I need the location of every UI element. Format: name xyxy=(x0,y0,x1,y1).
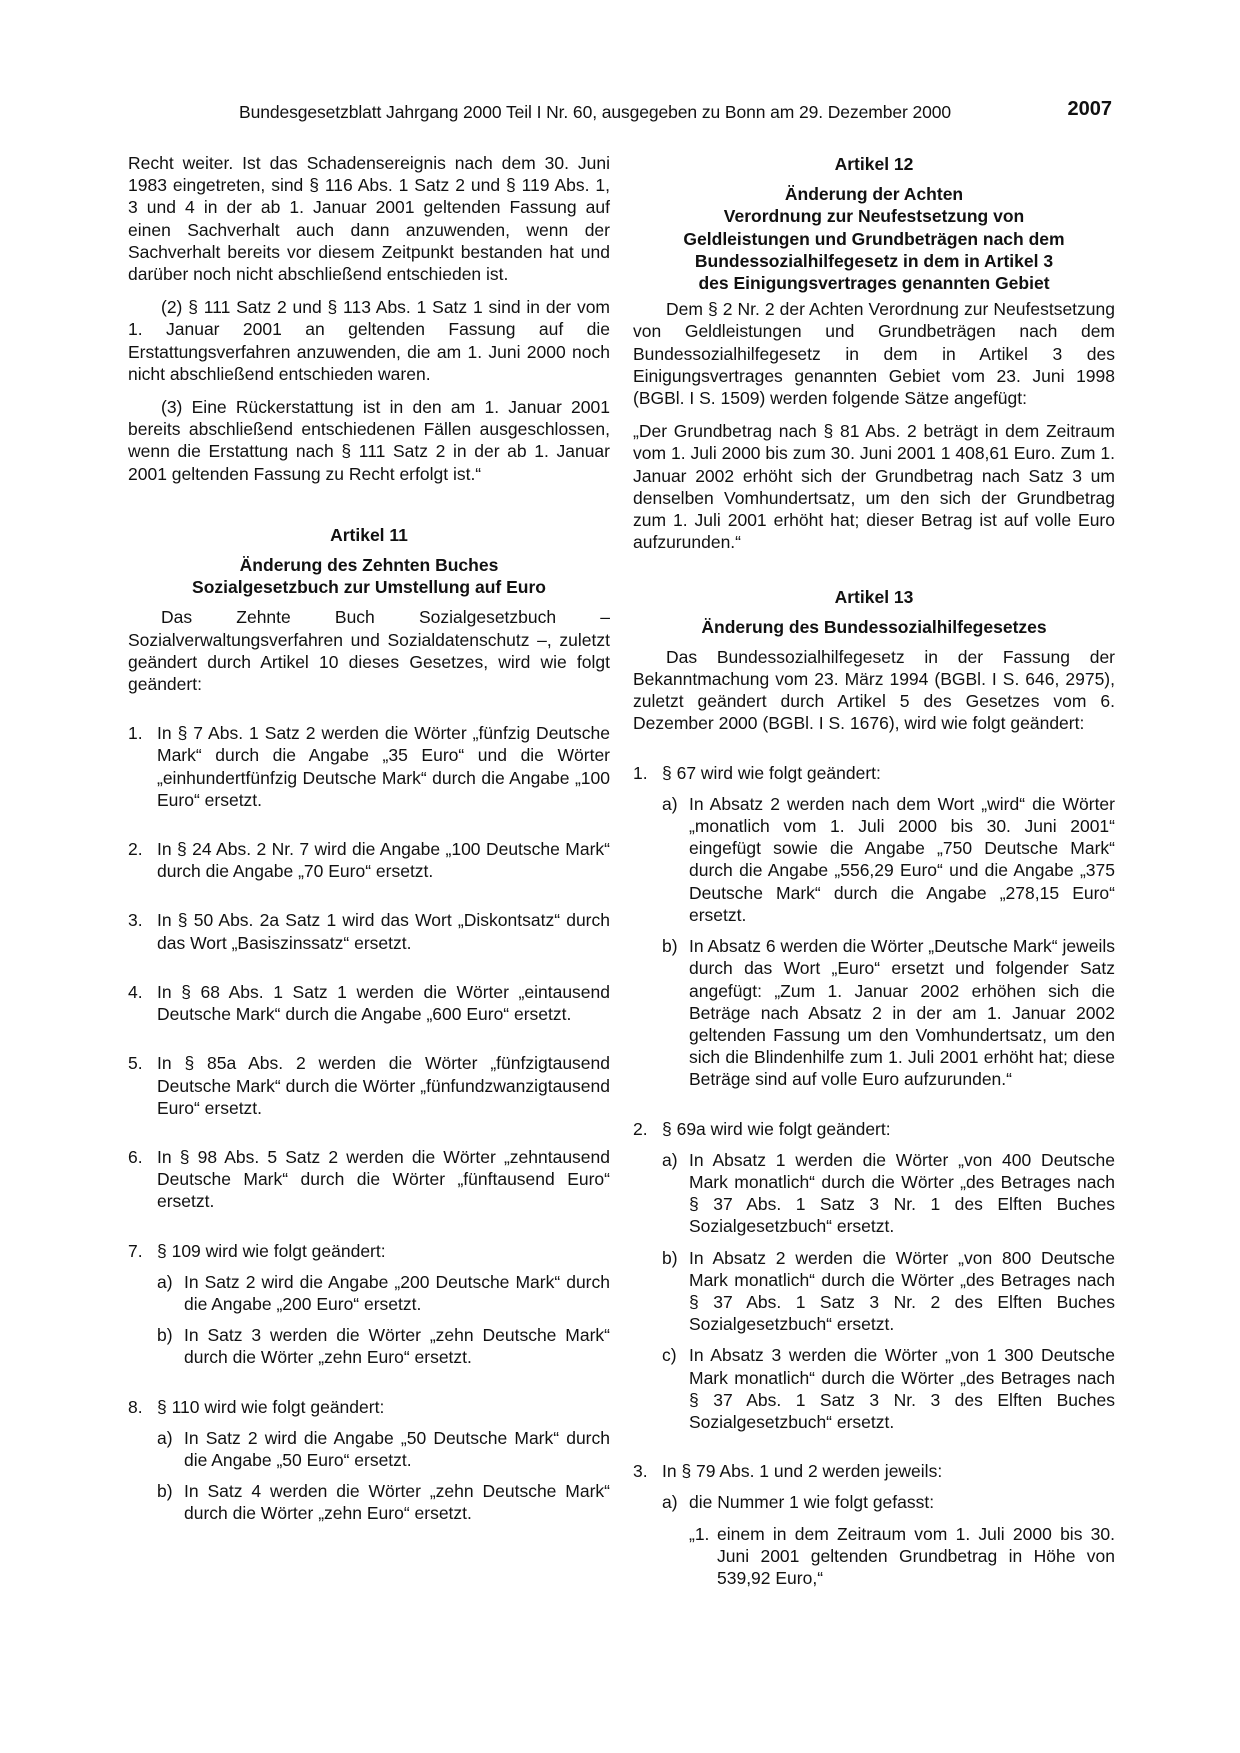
list-text: In § 98 Abs. 5 Satz 2 werden die Wörter „zehntausend Deutsche Mark“ durch die Wörter „fünftausend Euro“ ersetzt. xyxy=(157,1146,610,1212)
sub-item-7b xyxy=(128,1324,610,1368)
left-column xyxy=(128,152,610,1525)
sub-item-1b xyxy=(633,935,1115,1090)
list-item-7 xyxy=(128,1240,610,1262)
article-12-title-line5: des Einigungsvertrages genannten Gebiet xyxy=(698,273,1050,294)
sub-text: In Absatz 1 werden die Wörter „von 400 Deutsche Mark monatlich“ durch die Wörter „des Betrages nach § 37 Abs. 1 Satz 3 Nr. 1 des Elften Buches Sozialgesetzbuch“ ersetzt. xyxy=(689,1149,1115,1237)
list-text: § 67 wird wie folgt geändert: xyxy=(662,762,881,783)
sub-text: In Absatz 2 werden nach dem Wort „wird“ die Wörter „monatlich vom 1. Juli 2000 bis 30. Juni 2001“ eingefügt sowie die Angabe „750 Deutsche Mark“ durch die Angabe „556,29 Euro“ und die Angabe „375 Deutsche Mark“ durch die Angabe „278,15 Euro“ ersetzt. xyxy=(689,793,1115,925)
list-number: 2. xyxy=(128,839,143,860)
sub-letter: a) xyxy=(662,1492,678,1513)
list-number: 4. xyxy=(128,981,143,1002)
sub-text: In Satz 2 wird die Angabe „200 Deutsche Mark“ durch die Angabe „200 Euro“ ersetzt. xyxy=(184,1271,610,1314)
running-title: Bundesgesetzblatt Jahrgang 2000 Teil I Nr. 60, ausgegeben zu Bonn am 29. Dezember 2000 xyxy=(239,102,951,122)
article-13-heading: Artikel 13 xyxy=(834,587,914,608)
list-item-4 xyxy=(128,981,610,1025)
article-12-heading: Artikel 12 xyxy=(834,154,914,174)
list-text: In § 50 Abs. 2a Satz 1 wird das Wort „Diskontsatz“ durch das Wort „Basiszinssatz“ ersetzt. xyxy=(157,910,610,953)
sub-text: In Satz 2 wird die Angabe „50 Deutsche Mark“ durch die Angabe „50 Euro“ ersetzt. xyxy=(184,1427,610,1470)
list-number: 1. xyxy=(633,762,648,783)
sub-item-3a xyxy=(633,1491,1115,1513)
article-12-title-line2: Verordnung zur Neufestsetzung von xyxy=(723,206,1025,227)
article-13-intro: Das Bundessozialhilfegesetz in der Fassung der Bekanntmachung vom 23. März 1994 (BGBl. I S. 646, 2975), zuletzt geändert durch Artikel 5 des Gesetzes vom 6. Dezember 2000 (BGBl. I S. 1676), wird wie folgt geändert: xyxy=(633,646,1115,734)
article-12-title-line3: Geldleistungen und Grundbeträgen nach dem xyxy=(683,228,1065,249)
article-12 xyxy=(633,153,1115,553)
list-item-2 xyxy=(128,838,610,882)
sub-text: die Nummer 1 wie folgt gefasst: xyxy=(689,1492,935,1513)
sub-letter: c) xyxy=(662,1345,677,1366)
sub-letter: a) xyxy=(157,1271,173,1292)
quoted-number-1 xyxy=(633,1523,1115,1590)
sub-text: In Absatz 2 werden die Wörter „von 800 Deutsche Mark monatlich“ durch die Wörter „des Betrages nach § 37 Abs. 1 Satz 3 Nr. 2 des Elften Buches Sozialgesetzbuch“ ersetzt. xyxy=(689,1247,1115,1335)
article-11-heading: Artikel 11 xyxy=(330,524,408,545)
sub-item-7a xyxy=(128,1271,610,1315)
quote-number: „1. xyxy=(689,1523,710,1544)
sub-text: In Absatz 6 werden die Wörter „Deutsche Mark“ jeweils durch das Wort „Euro“ ersetzt und folgender Satz angefügt: „Zum 1. Januar 2002 erhöhen sich die Beträge nach Absatz 2 in der am 1. Januar 2002 geltenden Fassung um den Vomhundertsatz, um den sich die Blindenhilfe zum 1. Juli 2001 erhöht hat; diese Beträge sind auf volle Euro aufzurunden.“ xyxy=(689,936,1115,1090)
list-number: 2. xyxy=(633,1118,648,1139)
sub-letter: a) xyxy=(662,793,678,814)
list-item-8 xyxy=(128,1396,610,1418)
right-column xyxy=(633,153,1115,1589)
quote-text: einem in dem Zeitraum vom 1. Juli 2000 bis 30. Juni 2001 geltenden Grundbetrag in Höhe von 539,92 Euro,“ xyxy=(717,1523,1115,1588)
article-13-title: Änderung des Bundessozialhilfegesetzes xyxy=(701,616,1047,637)
list-text: § 110 wird wie folgt geändert: xyxy=(157,1396,385,1417)
page-header xyxy=(239,98,1112,128)
list-text: In § 85a Abs. 2 werden die Wörter „fünfzigtausend Deutsche Mark“ durch die Wörter „fünfundzwanzigtausend Euro“ ersetzt. xyxy=(157,1053,610,1118)
list-text: In § 68 Abs. 1 Satz 1 werden die Wörter „eintausend Deutsche Mark“ durch die Angabe „600 Euro“ ersetzt. xyxy=(157,981,610,1025)
sub-item-2a xyxy=(633,1149,1115,1238)
sub-letter: b) xyxy=(662,936,678,957)
sub-item-2c xyxy=(633,1344,1115,1433)
page-number: 2007 xyxy=(1067,98,1112,120)
article-12-quote: „Der Grundbetrag nach § 81 Abs. 2 beträgt in dem Zeitraum vom 1. Juli 2000 bis zum 30. Juni 2001 1 408,61 Euro. Zum 1. Januar 2002 erhöht sich der Grundbetrag nach Satz 3 um denselben Vomhundertsatz, um den sich der Grundbetrag zum 1. Juli 2001 erhöht hat; dieser Betrag ist auf volle Euro aufzurunden.“ xyxy=(633,421,1115,553)
paragraph-2: (2) § 111 Satz 2 und § 113 Abs. 1 Satz 1 sind in der vom 1. Januar 2001 an geltenden Fassung auf die Erstattungsverfahren anzuwenden, die am 1. Juni 2000 noch nicht abschließend entschieden waren. xyxy=(128,297,610,384)
sub-text: In Satz 4 werden die Wörter „zehn Deutsche Mark“ durch die Wörter „zehn Euro“ ersetzt. xyxy=(184,1481,610,1524)
sub-letter: b) xyxy=(662,1247,678,1268)
sub-text: In Absatz 3 werden die Wörter „von 1 300 Deutsche Mark monatlich“ durch die Wörter „des Betrages nach § 37 Abs. 1 Satz 3 Nr. 3 des Elften Buches Sozialgesetzbuch“ ersetzt. xyxy=(689,1345,1115,1432)
list-text: In § 24 Abs. 2 Nr. 7 wird die Angabe „100 Deutsche Mark“ durch die Angabe „70 Euro“ ersetzt. xyxy=(157,839,610,882)
list-item-1 xyxy=(633,762,1115,784)
list-text: In § 79 Abs. 1 und 2 werden jeweils: xyxy=(662,1461,943,1482)
article-11 xyxy=(128,524,610,1525)
list-item-3 xyxy=(633,1460,1115,1482)
list-item-5 xyxy=(128,1052,610,1119)
article-11-title-line1: Änderung des Zehnten Buches xyxy=(239,555,499,576)
list-text: § 69a wird wie folgt geändert: xyxy=(662,1118,891,1139)
list-number: 1. xyxy=(128,723,143,744)
sub-item-8b xyxy=(128,1480,610,1524)
paragraph-3: (3) Eine Rückerstattung ist in den am 1. Januar 2001 bereits abschließend entschiedenen Fällen ausgeschlossen, wenn die Erstattung nach § 111 Satz 2 in der ab 1. Januar 2001 geltenden Fassung zu Recht erfolgt ist.“ xyxy=(128,397,610,484)
article-12-title-line4: Bundessozialhilfegesetz in dem in Artikel 3 xyxy=(694,250,1054,271)
list-number: 3. xyxy=(633,1461,648,1482)
article-12-intro: Dem § 2 Nr. 2 der Achten Verordnung zur Neufestsetzung von Geldleistungen und Grundbeträgen nach dem Bundessozialhilfegesetz in dem in Artikel 3 des Einigungsvertrages genannten Gebiet vom 23. Juni 1998 (BGBl. I S. 1509) werden folgende Sätze angefügt: xyxy=(633,299,1115,409)
list-text: § 109 wird wie folgt geändert: xyxy=(157,1240,386,1261)
list-number: 8. xyxy=(128,1396,143,1417)
sub-letter: a) xyxy=(157,1427,173,1448)
sub-item-2b xyxy=(633,1247,1115,1336)
article-11-intro: Das Zehnte Buch Sozialgesetzbuch – Sozialverwaltungsverfahren und Sozialdatenschutz –, zuletzt geändert durch Artikel 10 dieses Gesetzes, wird wie folgt geändert: xyxy=(128,607,610,695)
sub-letter: a) xyxy=(662,1149,678,1170)
list-item-6 xyxy=(128,1146,610,1213)
sub-letter: b) xyxy=(157,1481,173,1502)
list-item-1 xyxy=(128,722,610,811)
list-text: In § 7 Abs. 1 Satz 2 werden die Wörter „fünfzig Deutsche Mark“ durch die Angabe „35 Euro“ und die Wörter „einhundertfünfzig Deutsche Mark“ durch die Angabe „100 Euro“ ersetzt. xyxy=(157,723,610,810)
continued-paragraph: Recht weiter. Ist das Schadensereignis nach dem 30. Juni 1983 eingetreten, sind § 116 Abs. 1 Satz 2 und § 119 Abs. 1, 3 und 4 in der ab 1. Januar 2001 geltenden Fassung auf einen Sachverhalt auch dann anzuwenden, wenn der Sachverhalt bereits vor diesem Zeitpunkt bestanden hat und darüber noch nicht abschließend entschieden ist. xyxy=(128,153,610,285)
list-number: 5. xyxy=(128,1053,143,1074)
list-number: 3. xyxy=(128,910,143,931)
list-item-2 xyxy=(633,1118,1115,1140)
article-13 xyxy=(633,586,1115,1589)
article-12-title-line1: Änderung der Achten xyxy=(784,184,964,205)
sub-item-8a xyxy=(128,1427,610,1471)
list-number: 7. xyxy=(128,1240,143,1261)
sub-letter: b) xyxy=(157,1325,173,1346)
sub-text: In Satz 3 werden die Wörter „zehn Deutsche Mark“ durch die Wörter „zehn Euro“ ersetzt. xyxy=(184,1325,610,1368)
article-11-title-line2: Sozialgesetzbuch zur Umstellung auf Euro xyxy=(192,577,546,598)
sub-item-1a xyxy=(633,793,1115,926)
list-number: 6. xyxy=(128,1146,143,1167)
list-item-3 xyxy=(128,909,610,953)
